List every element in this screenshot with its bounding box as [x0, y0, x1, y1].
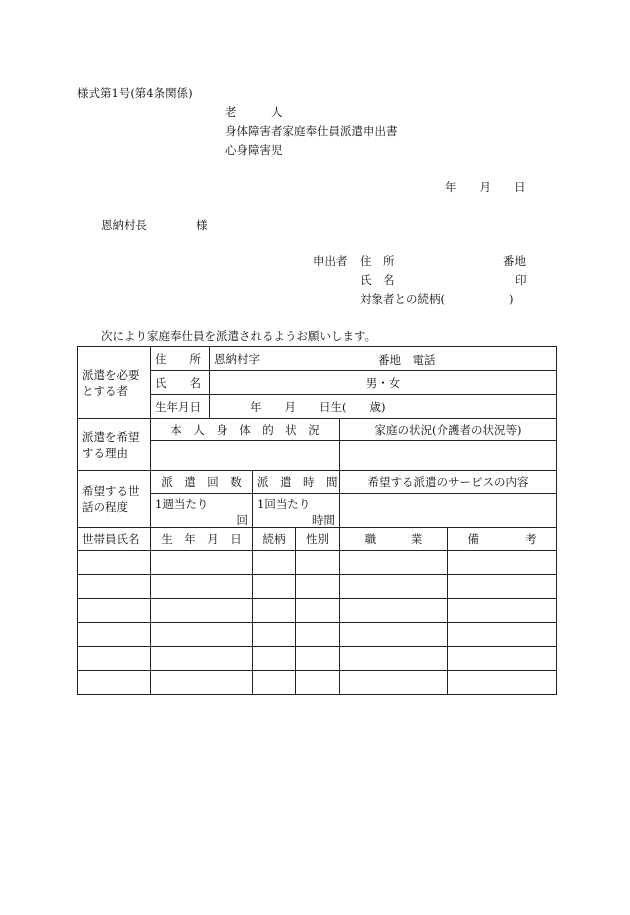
household-cell[interactable]	[78, 575, 151, 599]
dob-label: 生年月日	[151, 395, 210, 419]
address-value: 恩納村字	[214, 351, 260, 366]
address-banchi-phone: 番地 電話	[378, 353, 436, 367]
household-cell[interactable]	[296, 551, 340, 575]
household-cell[interactable]	[296, 575, 340, 599]
household-row	[78, 575, 557, 599]
dob-cell[interactable]	[210, 395, 557, 419]
household-cell[interactable]	[151, 647, 253, 671]
household-cell[interactable]	[253, 647, 296, 671]
household-cell[interactable]	[448, 575, 557, 599]
household-cell[interactable]	[296, 671, 340, 695]
household-cell[interactable]	[78, 599, 151, 623]
household-cell[interactable]	[253, 671, 296, 695]
household-cell[interactable]	[78, 623, 151, 647]
household-cell[interactable]	[448, 623, 557, 647]
household-cell[interactable]	[78, 551, 151, 575]
reason-label: 派遣を希望する理由	[78, 419, 151, 471]
applicant-seal: 印	[515, 273, 527, 287]
visit-time-cell[interactable]	[253, 494, 340, 528]
household-cell[interactable]	[340, 623, 448, 647]
intro-text: 次により家庭奉仕員を派遣されるようお願いします。	[101, 329, 377, 343]
household-cell[interactable]	[340, 599, 448, 623]
household-col-remarks: 備 考	[448, 528, 557, 551]
family-status-header: 家庭の状況(介護者の状況等)	[340, 419, 557, 441]
household-col-name: 世帯員氏名	[78, 528, 151, 551]
household-cell[interactable]	[448, 671, 557, 695]
body-status-header: 本 人 身 体 的 状 況	[151, 419, 340, 441]
household-cell[interactable]	[151, 575, 253, 599]
applicant-address-suffix: 番地	[503, 254, 526, 268]
address-cell[interactable]	[210, 347, 557, 371]
household-row	[78, 599, 557, 623]
per-visit-label: 1回当たり	[257, 496, 311, 511]
form-number: 様式第1号(第4条関係)	[77, 86, 193, 100]
dob-value: 年 月 日生( 歳)	[250, 399, 386, 414]
subject-label: 派遣を必要とする者	[78, 347, 151, 419]
household-cell[interactable]	[253, 623, 296, 647]
addressee-honorific: 様	[196, 218, 208, 232]
household-col-dob: 生 年 月 日	[151, 528, 253, 551]
body-status-cell[interactable]	[151, 441, 340, 471]
address-label: 住 所	[151, 347, 210, 371]
household-cell[interactable]	[253, 551, 296, 575]
household-col-gender: 性別	[296, 528, 340, 551]
household-cell[interactable]	[151, 623, 253, 647]
household-cell[interactable]	[151, 599, 253, 623]
household-cell[interactable]	[340, 671, 448, 695]
household-cell[interactable]	[78, 671, 151, 695]
household-cell[interactable]	[340, 647, 448, 671]
visit-count-cell[interactable]	[151, 494, 253, 528]
name-cell[interactable]	[210, 371, 557, 395]
household-row	[78, 647, 557, 671]
application-table	[77, 346, 557, 695]
household-cell[interactable]	[296, 599, 340, 623]
service-content-cell[interactable]	[340, 494, 557, 528]
title-line-elderly: 老 人	[225, 105, 283, 119]
family-status-cell[interactable]	[340, 441, 557, 471]
household-col-relation: 続柄	[253, 528, 296, 551]
household-cell[interactable]	[340, 575, 448, 599]
household-cell[interactable]	[448, 551, 557, 575]
addressee-name: 恩納村長	[101, 218, 147, 232]
household-cell[interactable]	[448, 599, 557, 623]
household-cell[interactable]	[448, 647, 557, 671]
name-label: 氏 名	[151, 371, 210, 395]
household-cell[interactable]	[78, 647, 151, 671]
per-week-label: 1週当たり	[155, 496, 209, 511]
applicant-relation-close: )	[509, 292, 514, 306]
title-line-children: 心身障害児	[225, 143, 283, 157]
service-content-header: 希望する派遣のサービスの内容	[340, 471, 557, 494]
hours-unit: 時間	[312, 512, 335, 527]
household-cell[interactable]	[151, 671, 253, 695]
applicant-address-label: 住 所	[360, 254, 395, 268]
household-row	[78, 551, 557, 575]
household-col-occupation: 職 業	[340, 528, 448, 551]
household-cell[interactable]	[296, 647, 340, 671]
household-cell[interactable]	[340, 551, 448, 575]
visit-count-header: 派 遣 回 数	[151, 471, 253, 494]
household-cell[interactable]	[296, 623, 340, 647]
care-label: 希望する世話の程度	[78, 471, 151, 528]
applicant-name-label: 氏 名	[360, 273, 395, 287]
household-cell[interactable]	[151, 551, 253, 575]
household-cell[interactable]	[253, 599, 296, 623]
household-cell[interactable]	[253, 575, 296, 599]
applicant-relation-label: 対象者との続柄(	[360, 292, 445, 306]
gender-options: 男・女	[365, 375, 401, 390]
visit-time-header: 派 遣 時 間	[253, 471, 340, 494]
times-unit: 回	[236, 512, 248, 527]
household-row	[78, 623, 557, 647]
title-line-disabled: 身体障害者家庭奉仕員派遣申出書	[225, 124, 398, 138]
household-row	[78, 671, 557, 695]
date-line: 年 月 日	[445, 180, 526, 194]
applicant-label: 申出者	[313, 254, 348, 268]
